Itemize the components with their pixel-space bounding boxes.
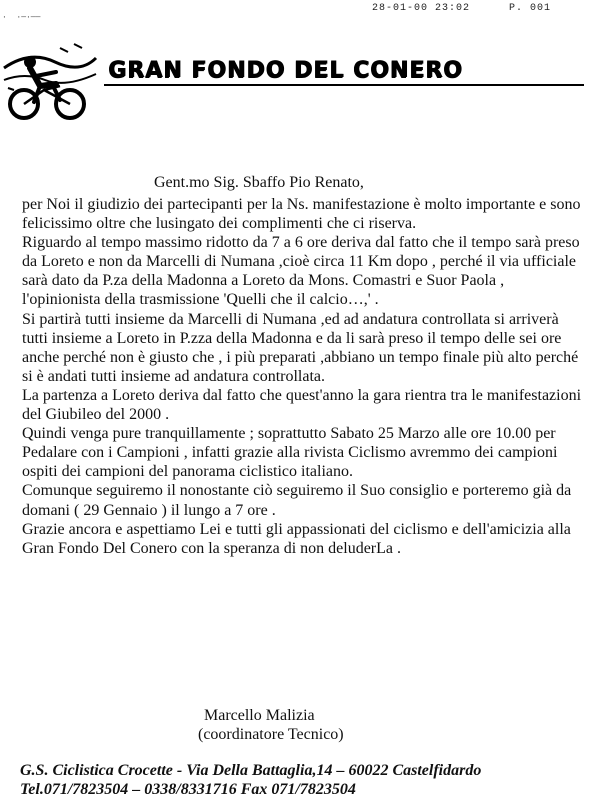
signature-name: Marcello Malizia — [204, 707, 315, 724]
letter-paragraph: Quindi venga pure tranquillamente ; soprattutto Sabato 25 Marzo alle ore 10.00 per Pedalare con i Campioni , infatti grazie alla rivista Ciclismo avremmo dei campioni ospiti dei campioni del panorama ciclistico italiano. — [22, 425, 558, 481]
footer — [20, 761, 481, 799]
letter-paragraph: Grazie ancora e aspettiamo Lei e tutti gli appassionati del ciclismo e dell'amicizia alla Gran Fondo Del Conero con la speranza di non deluderLa . — [22, 520, 571, 557]
signature-role: (coordinatore Tecnico) — [198, 726, 344, 743]
letter-salutation: Gent.mo Sig. Sbaffo Pio Renato, — [154, 174, 364, 191]
signature-block — [198, 706, 344, 744]
title-underline — [104, 84, 584, 86]
letter-paragraph: Comunque seguiremo il nonostante ciò seguiremo il Suo consiglio e porteremo già da domani ( 29 Gennaio ) il lungo a 7 ore . — [22, 482, 572, 519]
corner-mark: · ·—·—— — [2, 13, 41, 22]
fax-header — [372, 3, 551, 14]
cyclist-icon — [0, 28, 100, 128]
letter-paragraph: Si partirà tutti insieme da Marcelli di Numana ,ed ad andatura controllata si arriverà tutti insieme a Loreto in P.zza della Madonna e da li sarà preso il tempo delle sei ore anche perché non è giusto che , i più preparati ,abbiano un tempo finale più alto perché si è andati tutti insieme ad andatura controllata. — [22, 310, 579, 385]
footer-address: G.S. Ciclistica Crocette - Via Della Battaglia,14 – 60022 Castelfidardo — [20, 762, 482, 779]
letter-paragraph: La partenza a Loreto deriva dal fatto che quest'anno la gara rientra tra le manifestazioni del Giubileo del 2000 . — [22, 386, 582, 424]
logo — [0, 28, 100, 128]
fax-page-number: P. 001 — [509, 3, 552, 14]
letter-paragraph: per Noi il giudizio dei partecipanti per la Ns. manifestazione è molto importante e sono felicissimo oltre che lusingato dei complimenti che ci riserva. — [22, 196, 581, 233]
footer-phone: Tel.071/7823504 – 0338/8331716 Fax 071/7823504 — [20, 781, 356, 798]
letter-paragraph: Riguardo al tempo massimo ridotto da 7 a 6 ore deriva dal fatto che il tempo sarà preso da Loreto e non da Marcelli di Numana ,cioè circa 11 Km dopo , perché il via ufficiale sarà dato da P.za della Madonna a Loreto da Mons. Comastri e Suor Paola , l'opinionista della trasmissione 'Quelli che il calcio…,' . — [22, 234, 580, 309]
fax-datetime: 28-01-00 23:02 — [372, 3, 471, 14]
letter-body — [22, 195, 582, 558]
page-title: GRAN FONDO DEL CONERO — [108, 58, 463, 83]
